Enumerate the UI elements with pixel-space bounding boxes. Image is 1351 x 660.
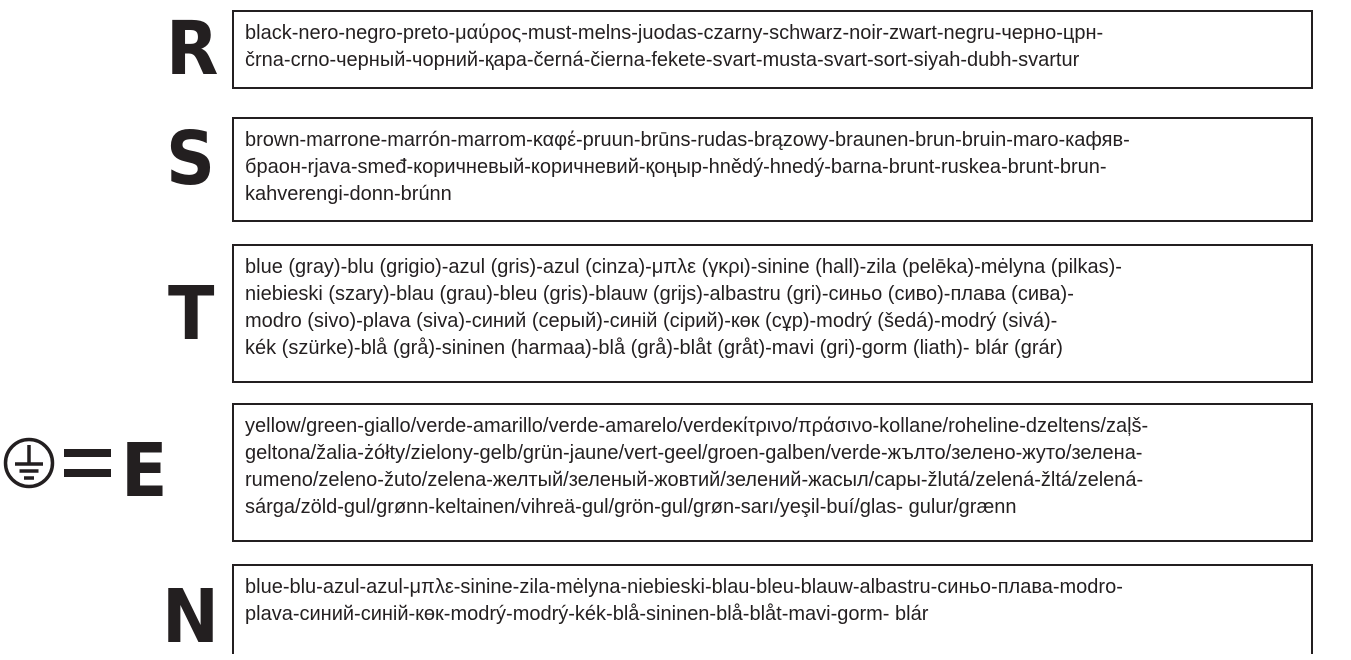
color-names-line: modro (sivo)-plava (siva)-синий (серый)-синій (сірий)-көк (сұр)-modrý (šedá)-modrý (sivá)- [245,310,1058,332]
color-names-line: blue-blu-azul-azul-μπλε-sinine-zila-mėlyna-niebieski-blau-bleu-blauw-albastru-синьо-плава-modro- [245,576,1123,598]
color-names-line: geltona/žalia-żółty/zielony-gelb/grün-jaune/vert-geel/groen-galben/verde-жълто/зелено-жуто/зелена- [245,442,1143,464]
color-names-box-e [232,403,1313,542]
color-names-line: black-nero-negro-preto-μαύρος-must-melns-juodas-czarny-schwarz-noir-zwart-negru-черно-црн- [245,22,1104,44]
conductor-letter-t: T [168,271,215,357]
color-names-box-n [232,564,1313,654]
color-names-box-t [232,244,1313,383]
color-names-line: rumeno/zeleno-žuto/zelena-желтый/зеленый-жовтий/зелений-жасыл/сары-žlutá/zelená-žltá/zelená- [245,469,1144,491]
conductor-letter-s: S [166,116,216,202]
color-names-line: kék (szürke)-blå (grå)-sininen (harmaa)-blå (grå)-blåt (gråt)-mavi (gri)-gorm (liath)- blár (grár) [245,337,1063,359]
conductor-letter-n: N [162,574,219,660]
color-names-box-s [232,117,1313,222]
equals-sign [64,449,111,478]
color-names-line: yellow/green-giallo/verde-amarillo/verde-amarelo/verdeκίτρινο/πράσινο-kollane/roheline-dzeltens/zaļš- [245,415,1149,437]
color-names-line: niebieski (szary)-blau (grau)-bleu (gris)-blauw (grijs)-albastru (gri)-синьо (сиво)-плава (сива)- [245,283,1074,305]
color-names-line: браон-rjava-smeđ-коричневый-коричневий-қоңыр-hnědý-hnedý-barna-brunt-ruskea-brunt-brun- [245,156,1107,178]
color-names-line: blue (gray)-blu (grigio)-azul (gris)-azul (cinza)-μπλε (γκρι)-sinine (hall)-zila (pelēka)-mėlyna (pilkas)- [245,256,1122,278]
color-names-line: sárga/zöld-gul/grønn-keltainen/vihreä-gul/grön-gul/grøn-sarı/yeşil-buí/glas- gulur/grænn [245,496,1017,518]
color-names-line: kahverengi-donn-brúnn [245,183,452,205]
color-names-line: brown-marrone-marrón-marrom-καφέ-pruun-brūns-rudas-brązowy-braunen-brun-bruin-maro-кафяв- [245,129,1130,151]
protective-earth-icon [3,437,55,489]
conductor-letter-e: E [121,428,168,514]
color-names-line: plava-синий-синій-көк-modrý-modrý-kék-blå-sininen-blå-blåt-mavi-gorm- blár [245,603,929,625]
color-names-box-r [232,10,1313,89]
color-names-line: črna-crno-черный-чорний-қара-černá-čierna-fekete-svart-musta-svart-sort-siyah-dubh-svartur [245,49,1080,71]
conductor-letter-r: R [166,6,219,92]
